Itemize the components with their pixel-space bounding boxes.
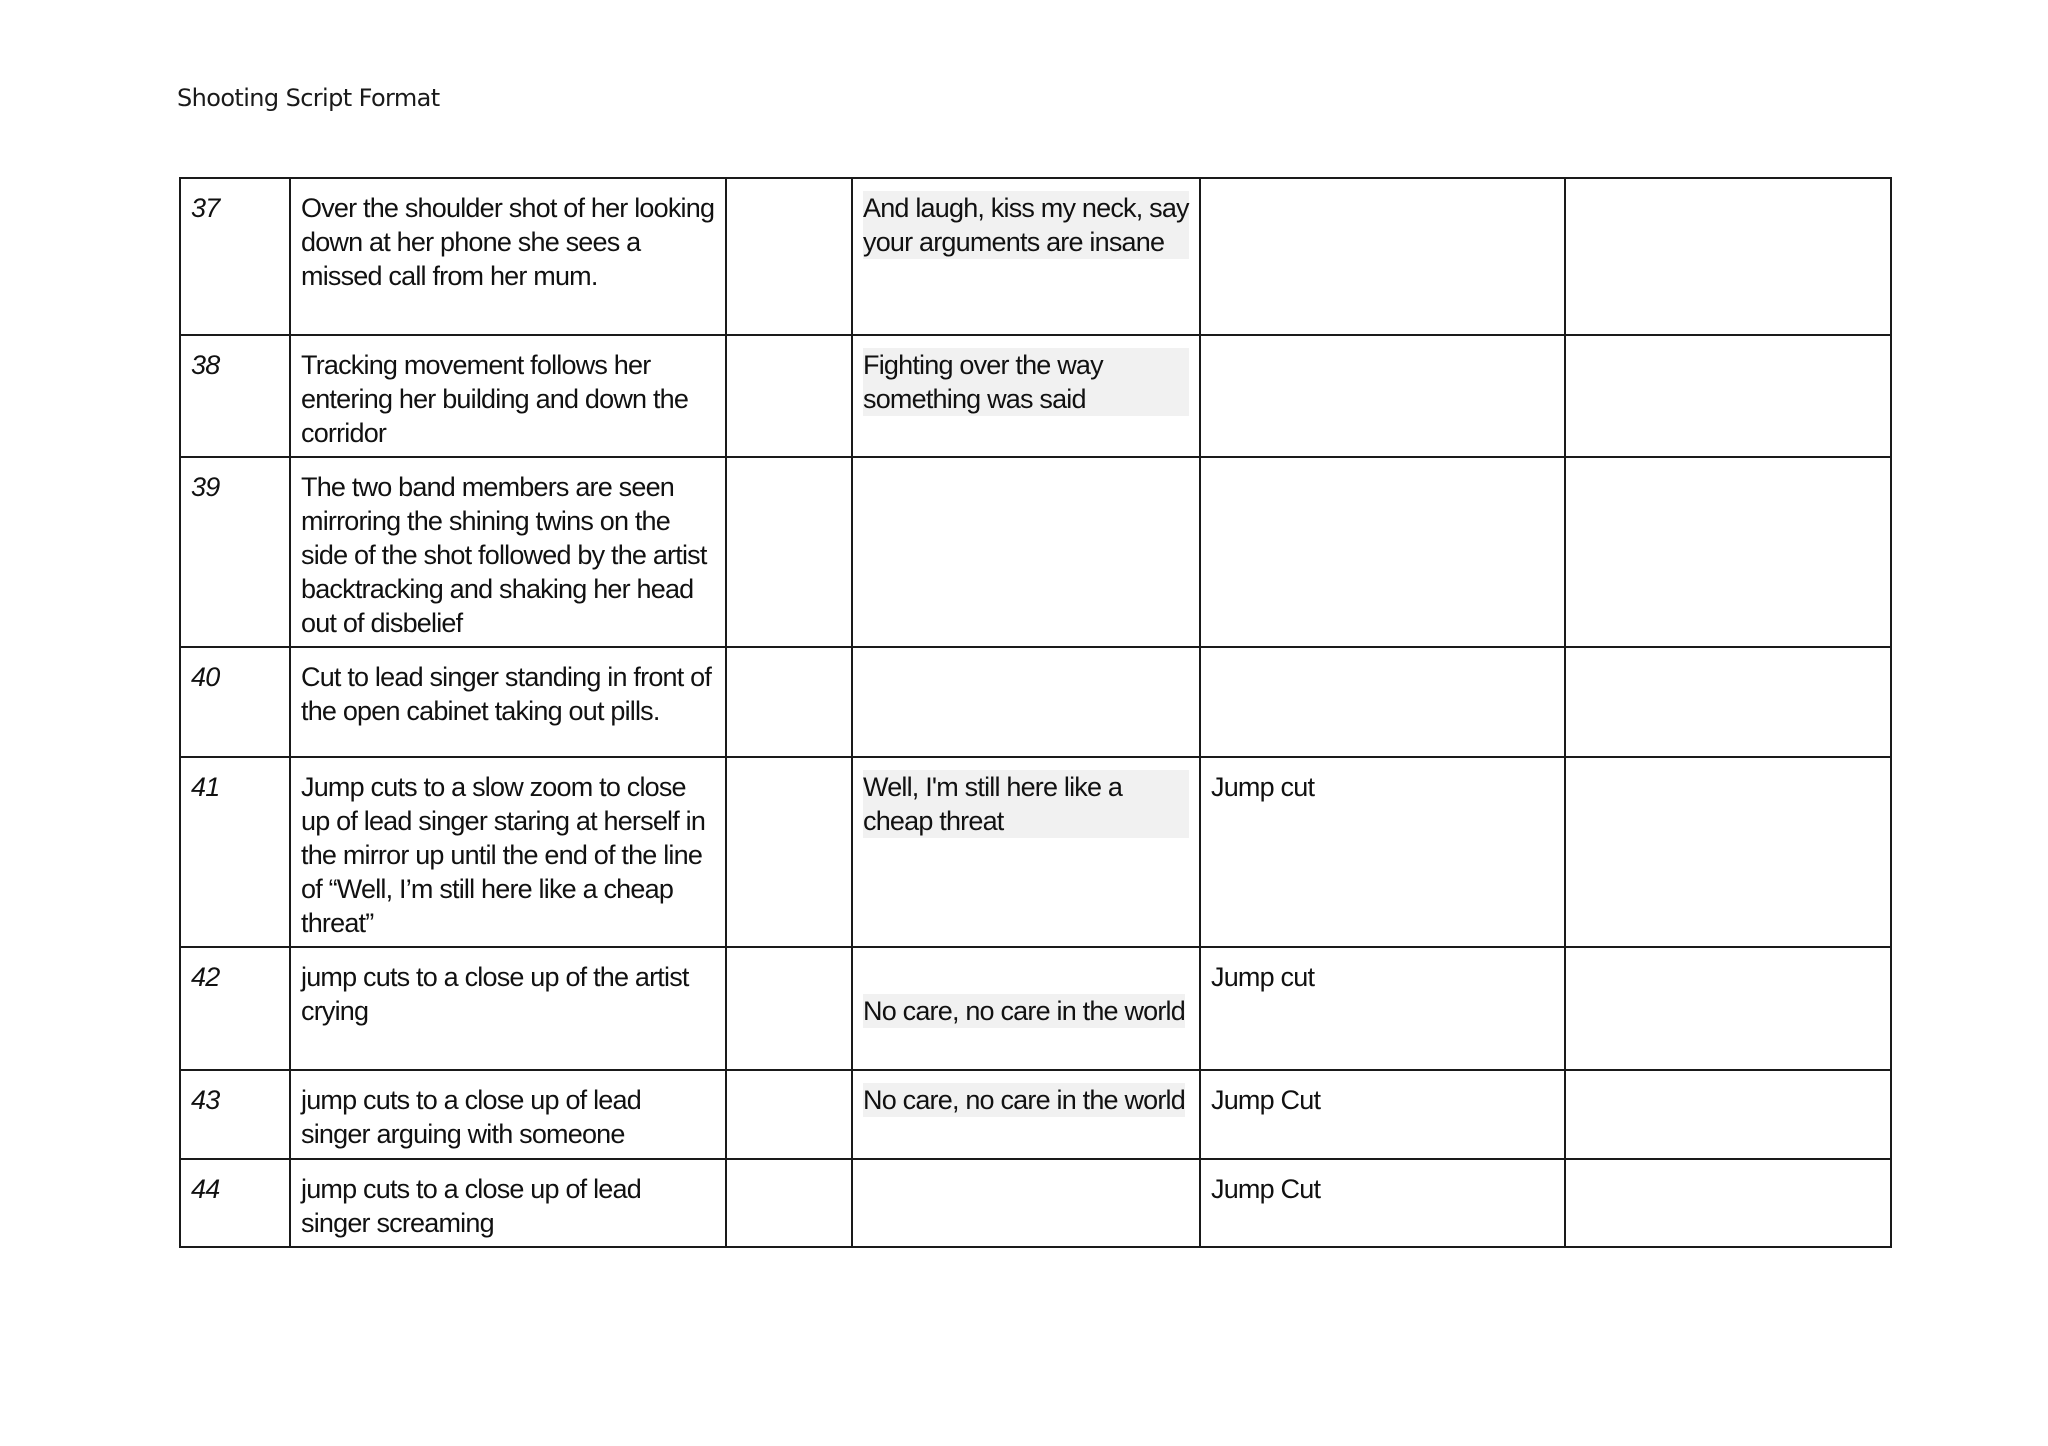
shot-number-cell <box>180 335 290 457</box>
lyrics-text: No care, no care in the world <box>863 1085 1185 1115</box>
shot-number: 42 <box>191 962 220 992</box>
transition-cell <box>1200 647 1565 757</box>
empty-cell <box>1565 947 1891 1070</box>
lyrics-cell <box>852 757 1200 947</box>
lyrics-text: And laugh, kiss my neck, say your arguments are insane <box>863 193 1189 257</box>
transition-text: Jump Cut <box>1211 1174 1321 1204</box>
lyrics-cell <box>852 947 1200 1070</box>
empty-cell <box>726 1070 852 1159</box>
description-cell <box>290 457 726 647</box>
shot-description: jump cuts to a close up of lead singer screaming <box>301 1174 641 1238</box>
shot-description: Cut to lead singer standing in front of the open cabinet taking out pills. <box>301 662 712 726</box>
shot-number-cell <box>180 1159 290 1247</box>
lyrics-cell <box>852 1070 1200 1159</box>
description-cell <box>290 335 726 457</box>
table-row <box>180 647 1891 757</box>
lyrics-text: No care, no care in the world <box>863 996 1185 1026</box>
shot-number: 44 <box>191 1174 220 1204</box>
table-row <box>180 1159 1891 1247</box>
shot-number: 39 <box>191 472 220 502</box>
shot-description: The two band members are seen mirroring the shining twins on the side of the shot followed by the artist backtracking and shaking her head out of disbelief <box>301 472 707 638</box>
lyrics-text: Fighting over the way something was said <box>863 348 1189 416</box>
table-row <box>180 757 1891 947</box>
transition-text: Jump cut <box>1211 772 1315 802</box>
shot-number: 43 <box>191 1085 220 1115</box>
shooting-script-table <box>179 177 1892 1248</box>
shot-number-cell <box>180 457 290 647</box>
empty-cell <box>1565 1070 1891 1159</box>
shot-number-cell <box>180 178 290 335</box>
description-cell <box>290 947 726 1070</box>
transition-cell <box>1200 335 1565 457</box>
empty-cell <box>726 178 852 335</box>
shot-number: 41 <box>191 772 220 802</box>
description-cell <box>290 757 726 947</box>
shot-number: 40 <box>191 662 220 692</box>
shot-description: Over the shoulder shot of her looking down at her phone she sees a missed call from her mum. <box>301 193 715 291</box>
transition-cell <box>1200 178 1565 335</box>
shot-description: Tracking movement follows her entering her building and down the corridor <box>301 350 689 448</box>
shot-number: 38 <box>191 350 220 380</box>
description-cell <box>290 647 726 757</box>
description-cell <box>290 1159 726 1247</box>
transition-cell <box>1200 1070 1565 1159</box>
empty-cell <box>726 335 852 457</box>
transition-text: Jump cut <box>1211 962 1315 992</box>
transition-text: Jump Cut <box>1211 1085 1321 1115</box>
shot-number-cell <box>180 1070 290 1159</box>
lyrics-cell <box>852 647 1200 757</box>
empty-cell <box>726 1159 852 1247</box>
transition-cell <box>1200 1159 1565 1247</box>
table-row <box>180 947 1891 1070</box>
table-row <box>180 178 1891 335</box>
empty-cell <box>1565 647 1891 757</box>
table-row <box>180 335 1891 457</box>
page-title: Shooting Script Format <box>177 84 440 112</box>
empty-cell <box>726 757 852 947</box>
lyrics-cell <box>852 178 1200 335</box>
empty-cell <box>726 947 852 1070</box>
lyrics-text: Well, I'm still here like a cheap threat <box>863 770 1189 838</box>
shot-description: Jump cuts to a slow zoom to close up of lead singer staring at herself in the mirror up until the end of the line of “Well, I’m still here like a cheap threat” <box>301 772 706 938</box>
lyrics-cell <box>852 335 1200 457</box>
shot-description: jump cuts to a close up of lead singer arguing with someone <box>301 1085 641 1149</box>
shot-number-cell <box>180 947 290 1070</box>
shot-number-cell <box>180 647 290 757</box>
empty-cell <box>1565 457 1891 647</box>
empty-cell <box>1565 178 1891 335</box>
lyrics-cell <box>852 457 1200 647</box>
table-row <box>180 1070 1891 1159</box>
transition-cell <box>1200 947 1565 1070</box>
transition-cell <box>1200 757 1565 947</box>
transition-cell <box>1200 457 1565 647</box>
shot-description: jump cuts to a close up of the artist crying <box>301 962 689 1026</box>
empty-cell <box>1565 335 1891 457</box>
shot-number: 37 <box>191 193 220 223</box>
empty-cell <box>1565 1159 1891 1247</box>
empty-cell <box>726 457 852 647</box>
description-cell <box>290 1070 726 1159</box>
empty-cell <box>726 647 852 757</box>
table-row <box>180 457 1891 647</box>
description-cell <box>290 178 726 335</box>
empty-cell <box>1565 757 1891 947</box>
lyrics-cell <box>852 1159 1200 1247</box>
shot-number-cell <box>180 757 290 947</box>
